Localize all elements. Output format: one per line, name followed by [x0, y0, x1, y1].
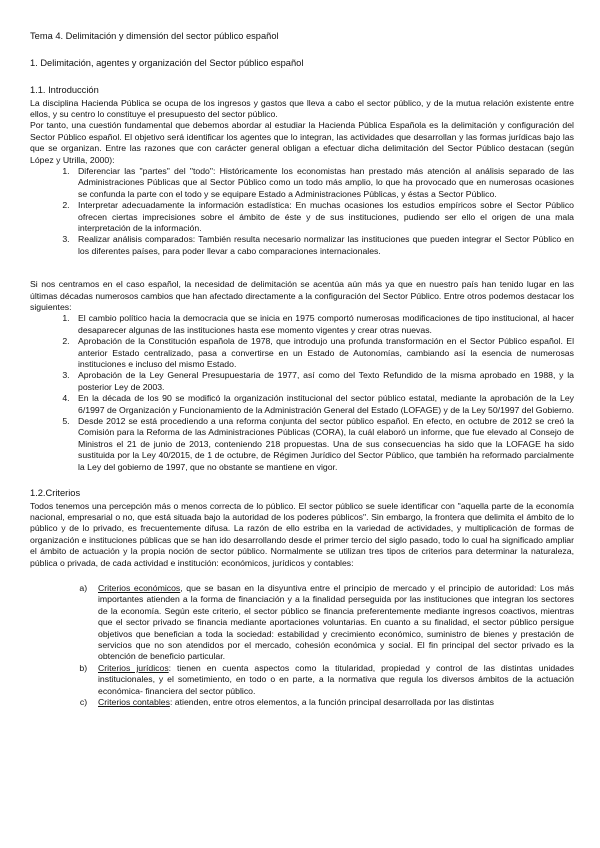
changes-list: [30, 313, 574, 473]
criteria-list: [30, 583, 574, 708]
criteria-term: Criterios contables: [98, 697, 170, 708]
list-item: 1. El cambio político hacia la democracia que se inicia en 1975 comportó numerosas modificaciones de tipo institucional, al hacer desaparecer algunas de las instituciones hasta ese momento vigentes y crear otras nuevas.: [72, 313, 574, 336]
list-item: 3. Aprobación de la Ley General Presupuestaria de 1977, así como del Texto Refundido de la misma aprobado en 1988, y la posterior Ley de 2003.: [72, 370, 574, 393]
list-item: [92, 663, 574, 697]
criteria-term: Criterios jurídicos: [98, 662, 169, 673]
list-item: 1. Diferenciar las "partes" del "todo": Históricamente los economistas han prestado más atención al análisis separado de las Administraciones Públicas que al Sector Público como un todo más amplio, lo que ha provocado que en numerosas ocasiones se confunda la parte con el todo y se equipare Estado a Administraciones Públicas, y éstas a Sector Público.: [72, 166, 574, 200]
intro-paragraph-2: Por tanto, una cuestión fundamental que debemos abordar al estudiar la Hacienda Pública Española es la delimitación y configuración del Sector Público español. El objetivo será identificar los agentes que lo integran, las actividades que desarrollan y las formas jurídicas bajo las que se organizan. Entre las razones que con carácter general obligan a efectuar dicha delimitación del Sector Público destacan (según López y Utrilla, 2000):: [30, 120, 574, 165]
list-item: [92, 697, 574, 708]
criteria-term: Criterios económicos: [98, 583, 181, 594]
intro-paragraph-1: La disciplina Hacienda Pública se ocupa de los ingresos y gastos que lleva a cabo el sector público, y de la mutua relación existente entre ellos, y su centro lo constituye el presupuesto del sector público.: [30, 97, 574, 119]
criteria-paragraph: Todos tenemos una percepción más o menos correcta de lo público. El sector público se suele identificar con "aquella parte de la economía nacional, empresarial o no, que está situada bajo la autoridad de los poderes públicos". Sin embargo, la frontera que delimita el ámbito de lo público y de lo privado, es frecuentemente difusa. La razón de ello estriba en la variedad de actividades, y multiplicación de formas de organización e instituciones públicas que se han ido desarrollando desde el primer tercio del siglo pasado, todo lo cual ha significado ampliar el ámbito de actuación y la propia noción de sector público. Normalmente se utilizan tres tipos de criterios para determinar la naturaleza, pública o privada, de cada actividad e institución: económicos, jurídicos y contables:: [30, 500, 574, 568]
list-item: [92, 583, 574, 663]
criteria-text: : atienden, entre otros elementos, a la función principal desarrollada por las distintas: [169, 697, 494, 708]
section-heading-1: 1. Delimitación, agentes y organización del Sector público español: [30, 58, 304, 68]
list-item: 2. Interpretar adecuadamente la información estadística: En muchas ocasiones los estudios empíricos sobre el Sector Público ofrecen ciertas imprecisiones sobre el ámbito de éste y de sus instituciones, pudiendo ser ello el origen de una mala interpretación de la información.: [72, 200, 574, 234]
criteria-text: : tienen en cuenta aspectos como la titularidad, propiedad y control de las distintas unidades institucionales, y el sometimiento, en todo o en parte, a la normativa que regula los diversos ámbitos de la actuación económica- financiera del sector público.: [98, 662, 574, 696]
criteria-text: , que se basan en la disyuntiva entre el principio de mercado y el principio de autoridad: Los más importantes atienden a la forma de financiación y a la finalidad perseguida por las instituciones que integran los sectores de la economía. Según este criterio, el sector público se financia preferentemente mediante ingresos coactivos, mientras que el sector privado se financia mediante aportaciones voluntarias. En cuanto a su finalidad, el sector público persigue objetivos que benefician a toda la sociedad: estabilidad y crecimiento económico, suministro de bienes y prestación de servicios que no son atendidos por el mercado, cohesión económica y social. El fin principal del sector privado es la obtención de beneficio particular.: [98, 583, 574, 662]
reasons-list: [30, 166, 574, 257]
list-item: 2. Aprobación de la Constitución española de 1978, que introdujo una profunda transformación en el Sector Público español. El anterior Estado centralizado, pasa a convertirse en un Estado de Autonomías, cambiando así la esencia de numerosas instituciones e incluso del mismo Estado.: [72, 336, 574, 370]
section-heading-1-2: 1.2.Criterios: [30, 488, 81, 499]
list-item: 4. En la década de los 90 se modificó la organización institucional del sector público estatal, mediante la aprobación de la Ley 6/1997 de Organización y Funcionamiento de la Administración General del Estado (LOFAGE) y de la Ley 50/1997 del Gobierno.: [72, 393, 574, 416]
list-item: 3. Realizar análisis comparados: También resulta necesario normalizar las instituciones que pueden integrar el Sector Público en los diferentes países, para poder llevar a cabo comparaciones internacionales.: [72, 234, 574, 257]
list-item: 5. Desde 2012 se está procediendo a una reforma conjunta del sector público español. En efecto, en octubre de 2012 se creó la Comisión para la Reforma de las Administraciones Públicas (CORA), la cuál elaboró un informe, que fue elevado al Consejo de Ministros el 21 de junio de 2013, conteniendo 218 propuestas. Una de sus consecuencias ha sido que la LOFAGE ha sido sustituida por la Ley 40/2015, de 1 de octubre, de Régimen Jurídico del Sector Público, que también ha reformado parcialmente la Ley del gobierno de 1997, que no obstante se mantiene en vigor.: [72, 416, 574, 473]
document-title: Tema 4. Delimitación y dimensión del sector público español: [30, 31, 279, 41]
spain-paragraph: Si nos centramos en el caso español, la necesidad de delimitación se acentúa aún más ya que en nuestro país han tenido lugar en las últimas décadas numerosos cambios que han afectado directamente a la configuración del Sector Público. Entre otros podemos destacar los siguientes:: [30, 279, 574, 312]
section-heading-1-1: 1.1. Introducción: [30, 85, 99, 95]
